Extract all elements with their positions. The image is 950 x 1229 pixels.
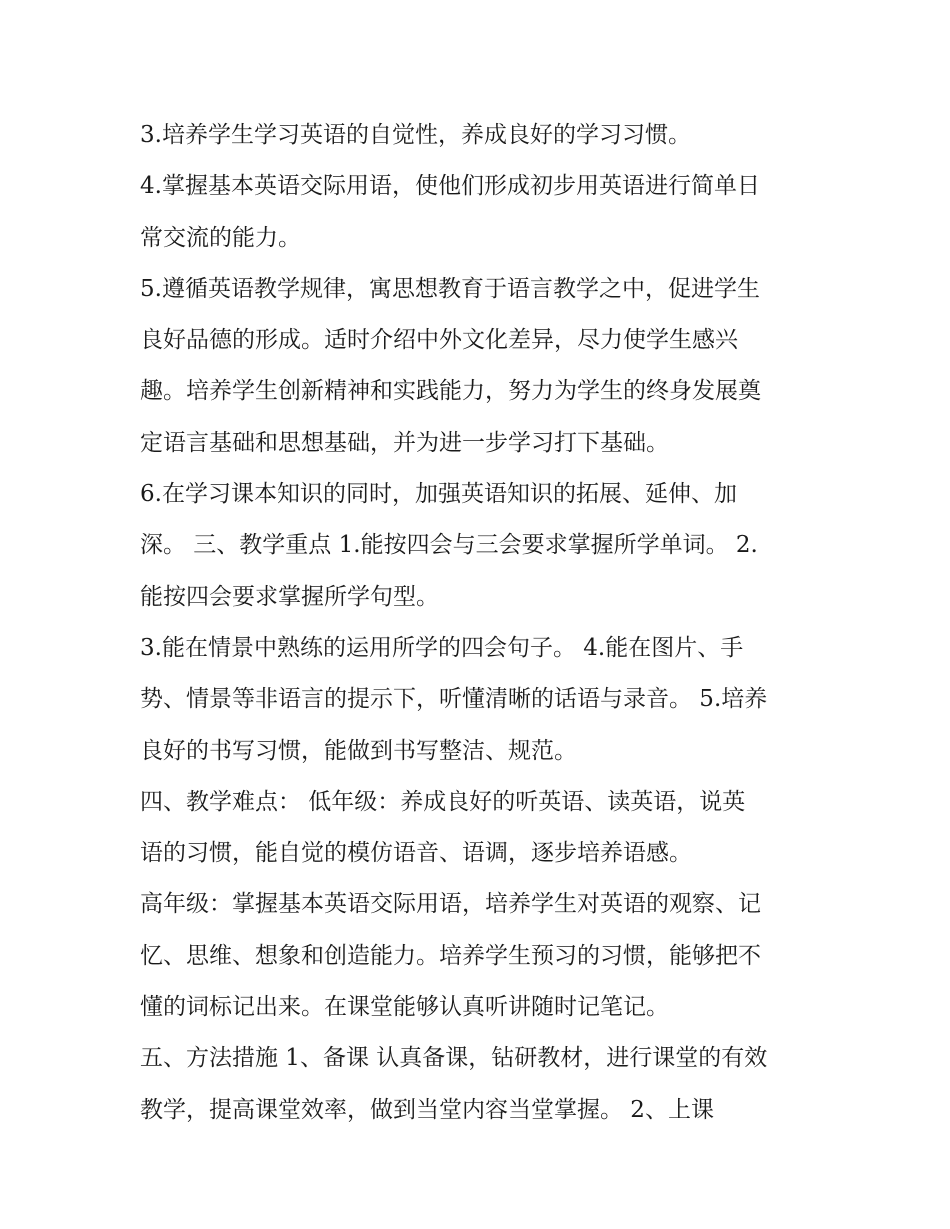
- text-line: 高年级：掌握基本英语交际用语，培养学生对英语的观察、记: [140, 891, 761, 918]
- text-line: 定语言基础和思想基础，并为进一步学习打下基础。: [140, 429, 669, 456]
- text-line: 懂的词标记出来。在课堂能够认真听讲随时记笔记。: [140, 994, 669, 1021]
- body-text: [140, 110, 830, 1136]
- text-line: 5.遵循英语教学规律，寓思想教育于语言教学之中，促进学生: [140, 275, 760, 302]
- text-line: 3.培养学生学习英语的自觉性，养成良好的学习习惯。: [140, 122, 691, 148]
- text-line: 良好的书写习惯，能做到书写整洁、规范。: [140, 737, 577, 764]
- text-line: 趣。培养学生创新精神和实践能力，努力为学生的终身发展奠: [140, 378, 761, 405]
- text-line: 五、方法措施 1、备课 认真备课，钻研教材，进行课堂的有效: [140, 1045, 768, 1072]
- text-line: 能按四会要求掌握所学句型。: [140, 583, 439, 610]
- text-line: 势、情景等非语言的提示下，听懂清晰的话语与录音。 5.培养: [140, 686, 768, 713]
- text-line: 良好品德的形成。适时介绍中外文化差异，尽力使学生感兴: [140, 327, 738, 354]
- text-line: 常交流的能力。: [140, 224, 301, 251]
- text-line: 6.在学习课本知识的同时，加强英语知识的拓展、延伸、加: [140, 481, 737, 508]
- text-line: 语的习惯，能自觉的模仿语音、语调，逐步培养语感。: [140, 840, 692, 867]
- text-line: 3.能在情景中熟练的运用所学的四会句子。 4.能在图片、手: [140, 634, 744, 661]
- text-line: 4.掌握基本英语交际用语，使他们形成初步用英语进行简单日: [140, 173, 760, 200]
- text-line: 教学，提高课堂效率，做到当堂内容当堂掌握。 2、上课: [140, 1096, 714, 1123]
- text-line: 四、教学难点： 低年级：养成良好的听英语、读英语，说英: [140, 788, 746, 815]
- text-line: 深。 三、教学重点 1.能按四会与三会要求掌握所学单词。 2.: [140, 532, 758, 559]
- text-line: 忆、思维、想象和创造能力。培养学生预习的习惯，能够把不: [140, 942, 761, 969]
